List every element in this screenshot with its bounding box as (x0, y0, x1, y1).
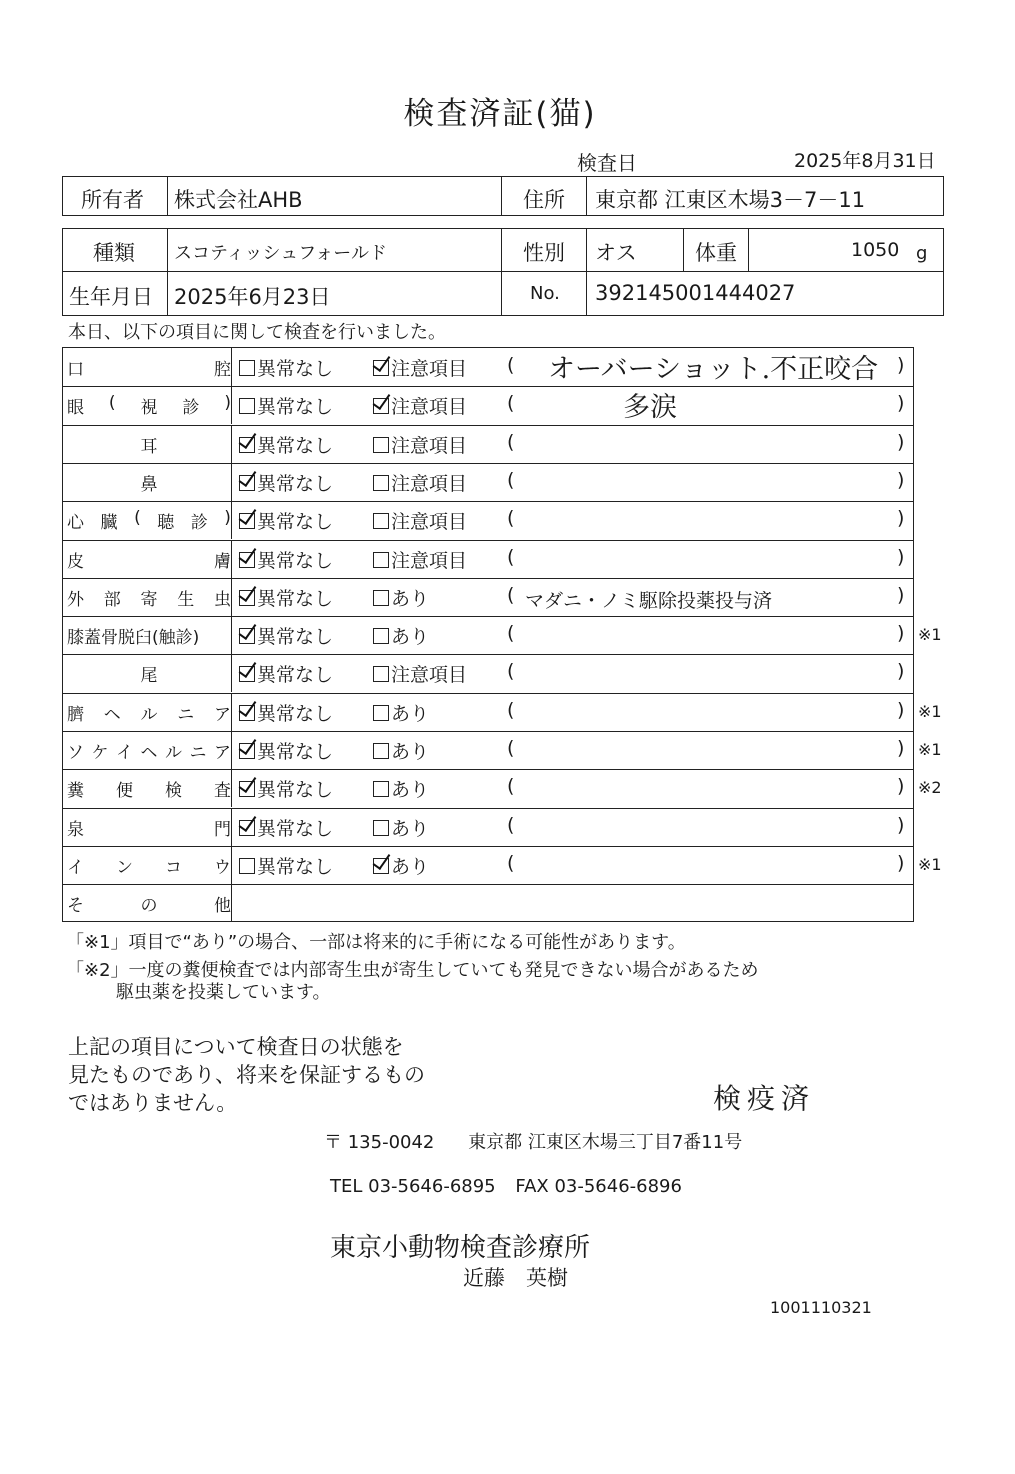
row-divider (63, 425, 913, 426)
normal-option[interactable] (239, 622, 333, 649)
row-label (67, 585, 231, 610)
row-label-char: 寄 (140, 589, 158, 610)
open-paren: ( (507, 737, 515, 759)
row-divider (63, 808, 913, 809)
open-paren: ( (507, 813, 515, 836)
checkbox[interactable] (239, 360, 255, 376)
row-divider (63, 693, 913, 694)
row-label-char: ( (108, 393, 116, 414)
intro-text: 本日、以下の項目に関して検査を行いました。 (68, 322, 446, 343)
footnote-2-continued: 駆虫薬を投薬しています。 (116, 982, 331, 1003)
label-divider (231, 693, 232, 731)
row-label-char: イ (116, 743, 133, 763)
inspection-row (63, 731, 913, 769)
checkbox[interactable] (373, 858, 389, 874)
row-label (67, 738, 231, 763)
quarantine-stamp: 検疫済 (713, 1082, 816, 1115)
checkbox[interactable] (239, 820, 255, 836)
close-paren: ) (897, 737, 905, 759)
checkbox[interactable] (373, 475, 389, 491)
checkbox[interactable] (373, 820, 389, 836)
normal-option[interactable] (239, 775, 333, 802)
caution-option[interactable] (373, 660, 467, 687)
row-label-char: 臓 (100, 513, 118, 534)
inspection-row (63, 693, 913, 731)
row-divider (63, 731, 913, 732)
row-divider (63, 846, 913, 847)
normal-option[interactable] (239, 814, 333, 841)
option-label: 注意項目 (391, 664, 468, 687)
row-divider (63, 654, 913, 655)
checkbox[interactable] (239, 628, 255, 644)
present-option[interactable] (373, 622, 429, 649)
option-label: 注意項目 (391, 549, 468, 572)
label-divider (231, 463, 232, 501)
row-label-char: ア (214, 704, 231, 725)
row-label-char: 糞 (67, 781, 84, 802)
inspection-row (63, 348, 913, 386)
open-paren: ( (507, 660, 515, 683)
inspection-table (62, 347, 914, 922)
weight-value: 1050 (851, 239, 900, 261)
normal-option[interactable] (239, 584, 333, 611)
row-label (67, 815, 231, 840)
option-label: 異常なし (257, 396, 334, 419)
row-label: 尾 (140, 666, 158, 687)
label-divider (231, 884, 232, 922)
row-label-char: 臍 (67, 704, 84, 725)
open-paren: ( (507, 775, 515, 798)
option-label: 異常なし (257, 358, 334, 380)
row-label-char: 聴 (157, 513, 175, 534)
close-paren: ) (897, 698, 905, 721)
exam-date: 2025年8月31日 (794, 150, 936, 172)
checkbox[interactable] (239, 513, 255, 529)
inspection-row (63, 425, 913, 463)
checkbox[interactable] (239, 666, 255, 682)
disclaimer (68, 1033, 448, 1117)
label-divider (231, 654, 232, 692)
row-label-char: ソ (67, 743, 84, 763)
inspection-row (63, 501, 913, 539)
row-label-char: ヘ (140, 743, 158, 763)
row-label-char: ) (224, 393, 231, 414)
close-paren: ) (897, 660, 905, 683)
row-label-char: ) (224, 508, 231, 529)
checkbox[interactable] (239, 705, 255, 721)
checkbox[interactable] (239, 743, 255, 759)
caution-option[interactable] (373, 392, 467, 419)
postal-code: 〒 135-0042 (324, 1132, 435, 1153)
checkbox[interactable] (239, 475, 255, 491)
row-label-char: 部 (103, 589, 121, 610)
normal-option[interactable] (239, 507, 333, 534)
close-paren: ) (897, 507, 905, 530)
checkbox[interactable] (373, 513, 389, 529)
present-option[interactable] (373, 699, 429, 726)
birth-label: 生年月日 (69, 285, 153, 309)
inspection-row (63, 884, 913, 922)
open-paren: ( (507, 851, 515, 874)
clinic-address: 東京都 江東区木場三丁目7番11号 (468, 1132, 743, 1153)
row-label-char: 眼 (67, 398, 84, 419)
label-divider (231, 348, 232, 386)
option-label: 異常なし (257, 434, 334, 457)
serial-number: 1001110321 (770, 1298, 872, 1317)
weight-unit: g (916, 243, 928, 264)
row-label (67, 508, 231, 533)
weight-label: 体重 (695, 241, 737, 265)
label-divider (231, 540, 232, 578)
row-label-char: 虫 (214, 589, 231, 610)
row-label-char: 診 (190, 513, 208, 534)
open-paren: ( (507, 354, 515, 376)
row-label-char: 皮 (67, 551, 84, 572)
owner-box (62, 176, 944, 216)
inspection-row (63, 616, 913, 654)
row-divider (63, 616, 913, 617)
row-label-char: 査 (214, 781, 231, 802)
footnote-1: 「※1」項目で“あり”の場合、一部は将来的に手術になる可能性があります。 (66, 932, 686, 953)
row-label-char: ン (116, 857, 133, 878)
row-label-char: 視 (140, 398, 158, 419)
breed-label: 種類 (93, 241, 135, 265)
owner-value: 株式会社AHB (174, 188, 303, 212)
row-label-char: ニ (177, 704, 195, 725)
normal-option[interactable] (239, 699, 333, 726)
close-paren: ) (897, 622, 905, 645)
row-label-char: 門 (214, 819, 231, 840)
checkbox[interactable] (373, 590, 389, 606)
label-divider (231, 501, 232, 539)
checkbox[interactable] (373, 360, 389, 376)
close-paren: ) (897, 583, 905, 606)
row-divider (63, 769, 913, 770)
row-label (67, 891, 231, 916)
row-label-char: 心 (67, 513, 84, 534)
normal-option[interactable] (239, 469, 333, 496)
exam-date-label: 検査日 (577, 151, 637, 175)
row-label-char: ニ (189, 743, 207, 763)
inspection-row (63, 540, 913, 578)
row-label-char: ル (165, 743, 182, 763)
row-note: 多涙 (623, 392, 677, 424)
open-paren: ( (507, 392, 515, 415)
row-divider (63, 463, 913, 464)
present-option[interactable] (373, 775, 429, 802)
caution-option[interactable] (373, 546, 467, 573)
option-label: 異常なし (257, 855, 334, 878)
row-label-char: ア (214, 743, 231, 763)
row-label-char: の (140, 896, 158, 917)
normal-option[interactable] (239, 737, 333, 764)
label-divider (231, 578, 232, 616)
normal-option[interactable] (239, 546, 333, 573)
row-label-char: ( (134, 508, 141, 529)
open-paren: ( (507, 698, 515, 721)
checkbox[interactable] (239, 437, 255, 453)
normal-option[interactable] (239, 431, 333, 458)
checkbox[interactable] (373, 705, 389, 721)
footnote-2: 「※2」一度の糞便検査では内部寄生虫が寄生していても発見できない場合があるため (66, 960, 759, 981)
label-divider (231, 425, 232, 463)
normal-option[interactable] (239, 354, 333, 381)
row-label-char: 診 (182, 398, 200, 419)
option-label: 異常なし (257, 587, 334, 610)
row-label-char: 口 (67, 360, 84, 380)
close-paren: ) (897, 392, 905, 415)
option-label: 異常なし (257, 702, 334, 725)
close-paren: ) (897, 851, 905, 874)
normal-option[interactable] (239, 660, 333, 687)
clinic-contact-line (330, 1176, 682, 1197)
doctor-name: 近藤 英樹 (463, 1266, 568, 1290)
option-label: 注意項目 (391, 472, 468, 495)
open-paren: ( (507, 507, 515, 530)
option-label: 異常なし (257, 664, 334, 687)
number-label: No. (530, 283, 560, 304)
checkbox[interactable] (373, 398, 389, 414)
row-label: 膝蓋骨脱臼(触診) (67, 628, 200, 649)
open-paren: ( (507, 622, 515, 645)
clinic-fax: FAX 03-5646-6896 (515, 1176, 682, 1197)
label-divider (231, 808, 232, 846)
row-label-char: 腔 (214, 360, 231, 380)
row-label-char: そ (67, 896, 84, 917)
row-label: 耳 (140, 436, 158, 457)
option-label: あり (391, 587, 430, 610)
checkbox[interactable] (239, 858, 255, 874)
open-paren: ( (507, 545, 515, 568)
disclaimer-line: 見たものであり、将来を保証するもの (68, 1063, 425, 1087)
footnote-mark: ※1 (918, 701, 942, 721)
present-option[interactable] (373, 584, 429, 611)
option-label: 異常なし (257, 741, 334, 763)
inspection-row (63, 846, 913, 884)
row-label-char: ヘ (103, 704, 121, 725)
open-paren: ( (507, 430, 515, 453)
option-label: あり (391, 779, 430, 802)
label-divider (231, 386, 232, 424)
inspection-row (63, 654, 913, 692)
present-option[interactable] (373, 852, 429, 879)
inspection-row (63, 578, 913, 616)
row-divider (63, 578, 913, 579)
checkbox[interactable] (373, 781, 389, 797)
disclaimer-line: ではありません。 (68, 1091, 238, 1115)
checkbox[interactable] (373, 437, 389, 453)
checkbox[interactable] (239, 552, 255, 568)
option-label: あり (391, 817, 430, 840)
label-divider (231, 731, 232, 769)
disclaimer-line: 上記の項目について検査日の状態を (68, 1035, 404, 1059)
row-label (67, 700, 231, 725)
label-divider (231, 846, 232, 884)
inspection-row (63, 808, 913, 846)
row-label: 鼻 (140, 474, 158, 495)
row-label-char: 外 (67, 589, 84, 610)
inspection-row (63, 386, 913, 424)
option-label: 注意項目 (391, 358, 468, 380)
footnote-mark: ※2 (918, 778, 942, 798)
option-label: 異常なし (257, 626, 334, 649)
caution-option[interactable] (373, 354, 467, 381)
option-label: 異常なし (257, 472, 334, 495)
close-paren: ) (897, 354, 905, 376)
sex-label: 性別 (523, 241, 565, 265)
row-divider (63, 884, 913, 885)
checkbox[interactable] (239, 398, 255, 414)
close-paren: ) (897, 775, 905, 798)
label-divider (231, 769, 232, 807)
row-label (67, 853, 231, 878)
checkbox[interactable] (373, 628, 389, 644)
close-paren: ) (897, 468, 905, 491)
row-label-char: ケ (91, 743, 109, 763)
normal-option[interactable] (239, 852, 333, 879)
option-label: 注意項目 (391, 396, 468, 419)
clinic-address-line (324, 1128, 742, 1154)
row-label-char: イ (67, 857, 84, 878)
footnote-mark: ※1 (918, 625, 942, 645)
checkbox[interactable] (239, 781, 255, 797)
animal-box (62, 228, 944, 316)
row-label (67, 776, 231, 801)
normal-option[interactable] (239, 392, 333, 419)
row-label-char: 膚 (214, 551, 231, 572)
row-label-char: 他 (214, 896, 231, 917)
row-note: マダニ・ノミ駆除投薬投与済 (525, 589, 773, 612)
inspection-row (63, 769, 913, 807)
row-divider (63, 540, 913, 541)
present-option[interactable] (373, 737, 429, 764)
birth-value: 2025年6月23日 (174, 285, 331, 309)
clinic-tel: TEL 03-5646-6895 (330, 1176, 496, 1197)
address-label: 住所 (523, 188, 565, 212)
option-label: 注意項目 (391, 511, 468, 534)
number-value: 392145001444027 (595, 281, 796, 305)
row-divider (63, 386, 913, 387)
clinic-name: 東京小動物検査診療所 (330, 1233, 591, 1263)
breed-value: スコティッシュフォールド (174, 243, 387, 264)
option-label: あり (391, 702, 430, 725)
row-label-char: ウ (214, 857, 231, 878)
option-label: あり (391, 855, 430, 878)
checkbox[interactable] (239, 590, 255, 606)
row-label-char: ル (140, 704, 158, 725)
row-label-char: コ (165, 857, 182, 878)
option-label: 異常なし (257, 779, 334, 802)
checkbox[interactable] (373, 743, 389, 759)
checkbox[interactable] (373, 552, 389, 568)
option-label: あり (391, 741, 430, 763)
row-label (67, 547, 231, 572)
present-option[interactable] (373, 814, 429, 841)
caution-option[interactable] (373, 507, 467, 534)
close-paren: ) (897, 813, 905, 836)
option-label: 異常なし (257, 511, 334, 534)
row-label (67, 355, 231, 380)
close-paren: ) (897, 545, 905, 568)
page-title: 検査済証(猫) (403, 96, 597, 132)
label-divider (231, 616, 232, 654)
row-label-char: 便 (116, 781, 133, 802)
row-label-char: 泉 (67, 819, 84, 840)
close-paren: ) (897, 430, 905, 453)
sex-value: オス (595, 241, 637, 265)
caution-option[interactable] (373, 469, 467, 496)
checkbox[interactable] (373, 666, 389, 682)
address-value: 東京都 江東区木場3－7－11 (595, 188, 866, 212)
option-label: 異常なし (257, 817, 334, 840)
open-paren: ( (507, 468, 515, 491)
owner-label: 所有者 (81, 188, 144, 212)
open-paren: ( (507, 583, 515, 606)
row-label-char: 生 (177, 589, 195, 610)
option-label: あり (391, 626, 430, 649)
footnote-mark: ※1 (918, 740, 942, 759)
row-note: オーバーショット.不正咬合 (548, 354, 879, 385)
inspection-row (63, 463, 913, 501)
row-label-char: 検 (165, 781, 182, 802)
option-label: 注意項目 (391, 434, 468, 457)
caution-option[interactable] (373, 431, 467, 458)
option-label: 異常なし (257, 549, 334, 572)
row-label (67, 393, 231, 418)
row-divider (63, 501, 913, 502)
footnote-mark: ※1 (918, 854, 942, 874)
